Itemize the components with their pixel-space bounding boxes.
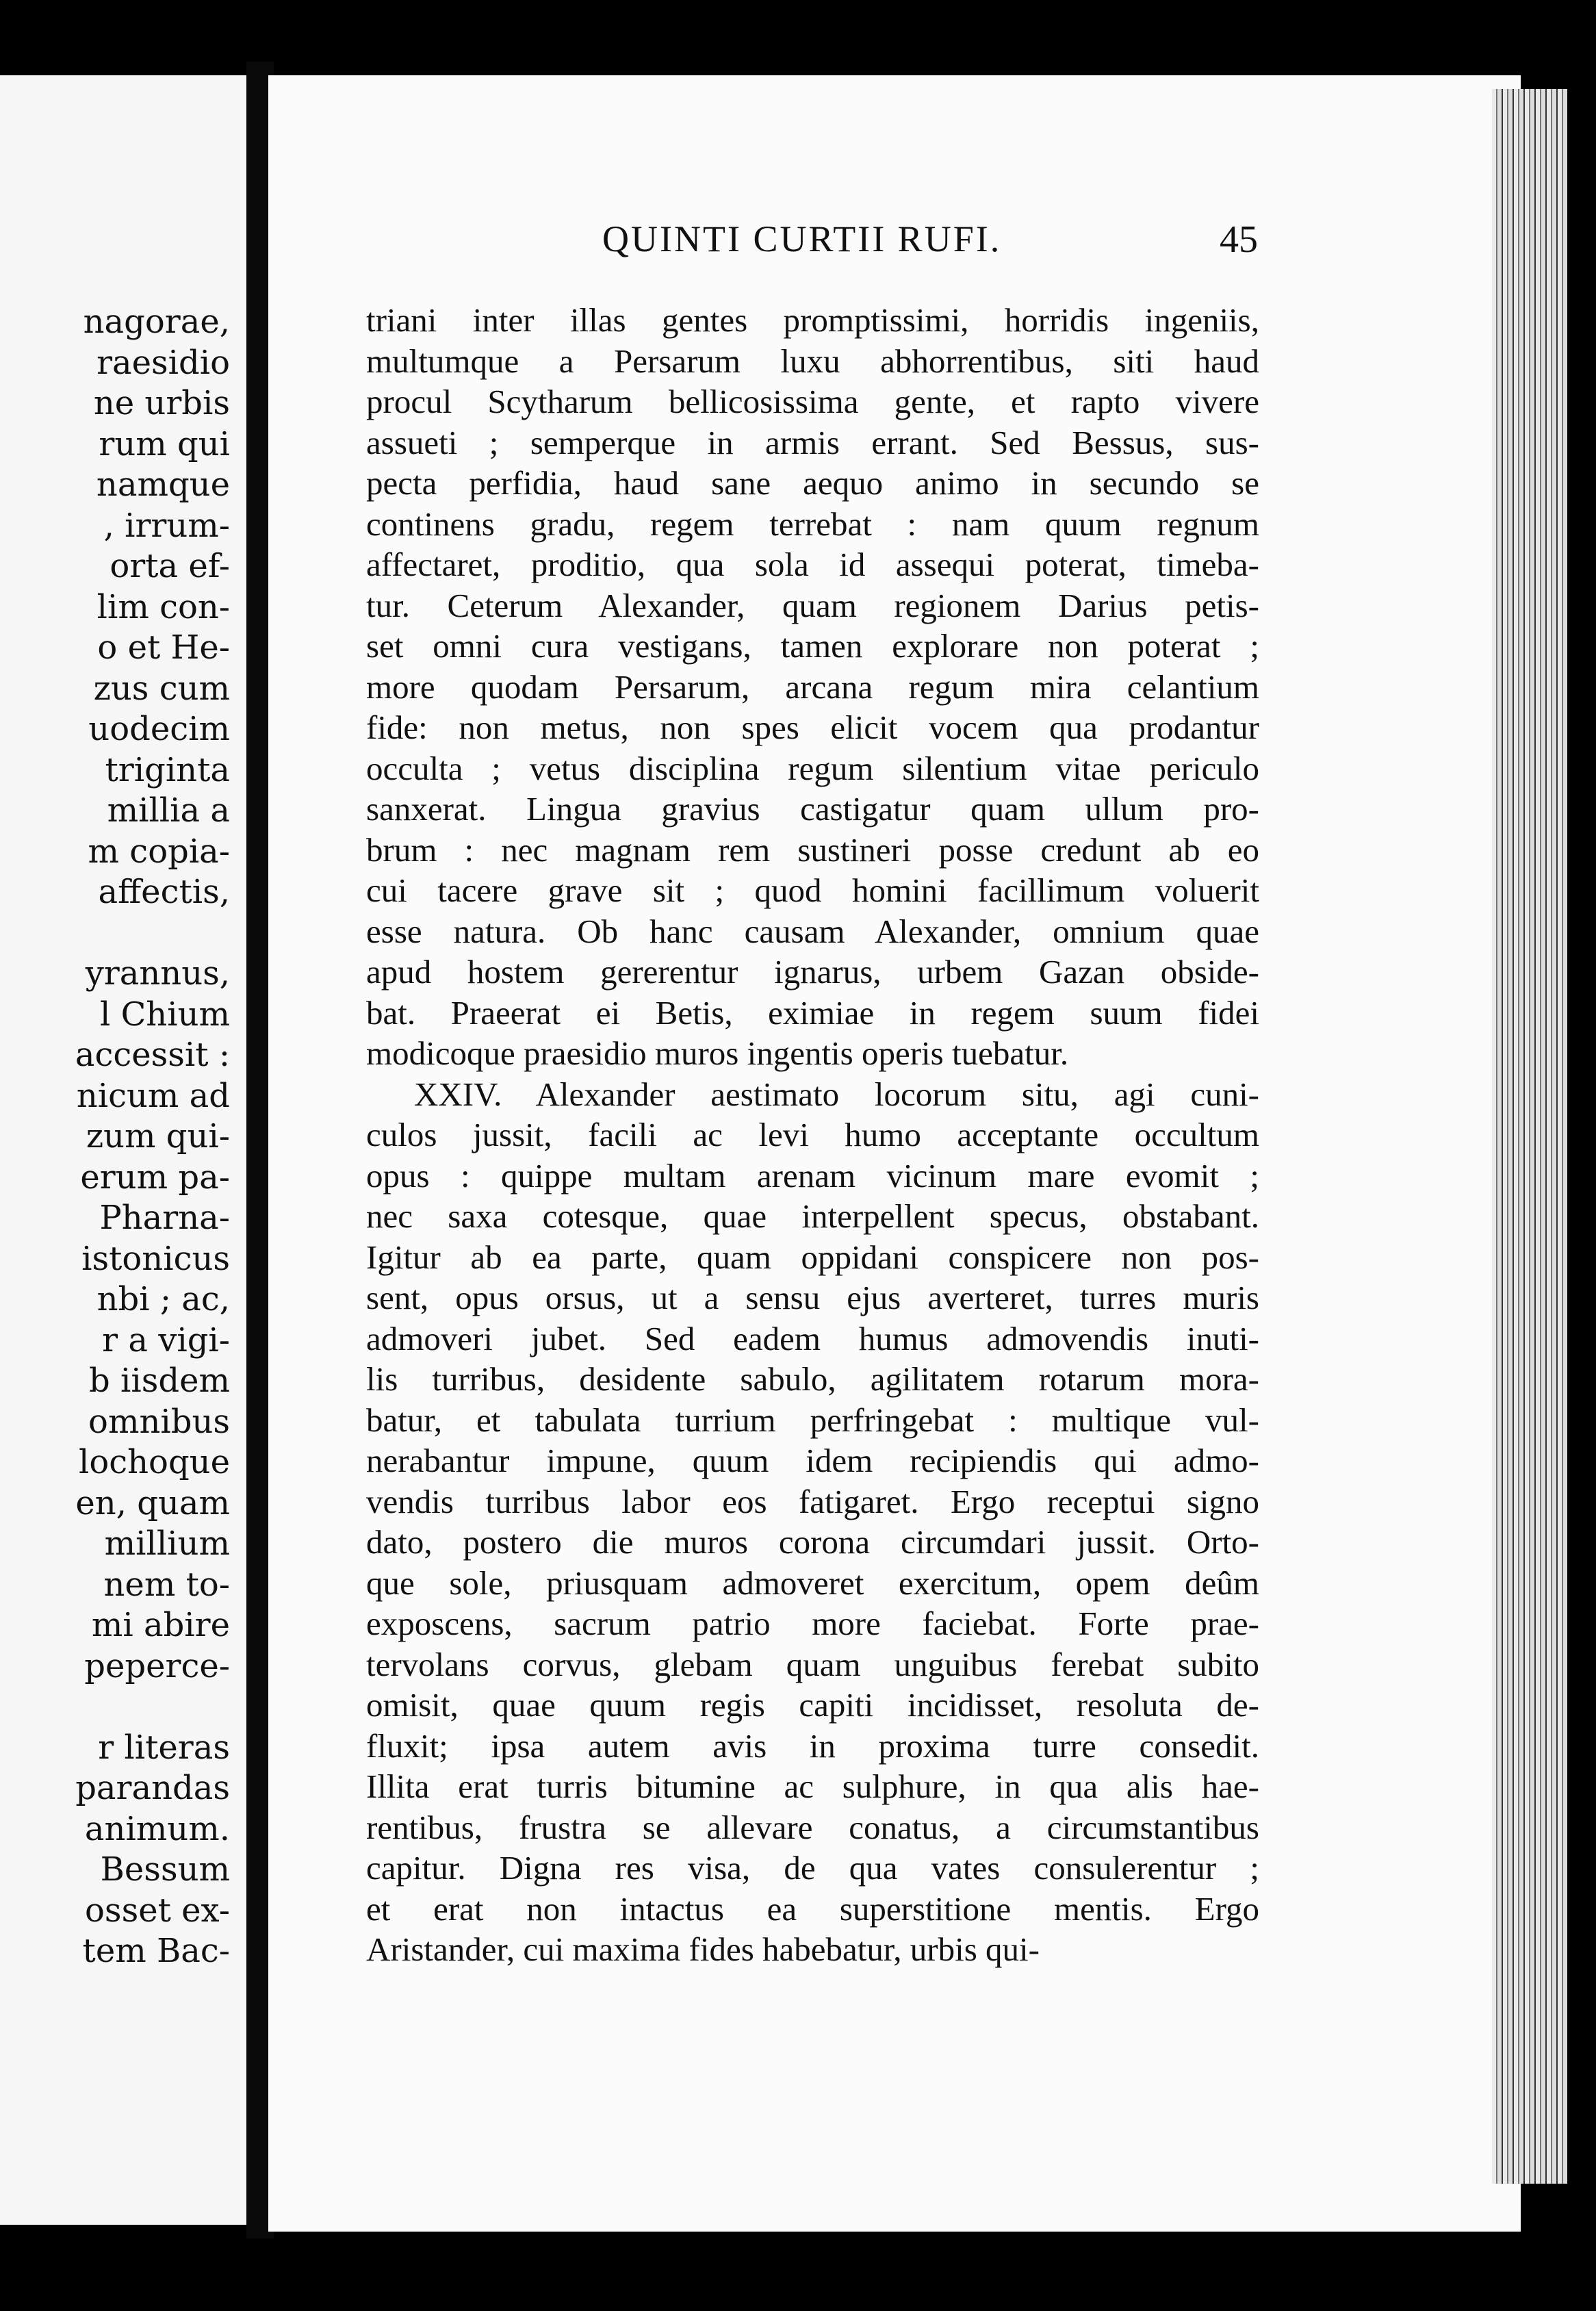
text-line: pecta perfidia, haud sane aequo animo in secundo se — [366, 464, 1259, 502]
page-number: 45 — [1220, 218, 1258, 261]
text-line: tervolans corvus, glebam quam unguibus ferebat subito — [366, 1645, 1259, 1683]
text-line: procul Scytharum bellicosissima gente, et rapto vivere — [366, 383, 1259, 420]
text-line: rentibus, frustra se allevare conatus, a circumstantibus — [366, 1808, 1259, 1846]
left-page-line: affectis, — [98, 873, 230, 911]
text-line: set omni cura vestigans, tamen explorare non poterat ; — [366, 627, 1259, 665]
left-page-line: omnibus — [88, 1402, 230, 1441]
left-page-line: zum qui- — [86, 1117, 230, 1156]
text-line: brum : nec magnam rem sustineri posse credunt ab eo — [366, 830, 1259, 869]
left-page-line: erum pa- — [80, 1158, 230, 1197]
left-page-line: lim con- — [96, 587, 230, 626]
left-page-line: millia a — [107, 791, 230, 830]
left-page-line: ne urbis — [93, 384, 230, 422]
text-line: dato, postero die muros corona circumdari jussit. Orto- — [366, 1523, 1259, 1561]
left-page-line: rum qui — [99, 424, 230, 463]
left-page-line: millium — [104, 1524, 230, 1563]
left-page-line: accessit : — [75, 1036, 230, 1074]
text-line: culos jussit, facili ac levi humo acceptante occultum — [366, 1116, 1259, 1153]
left-page-line: lochoque — [79, 1443, 230, 1481]
running-head: QUINTI CURTII RUFI. — [602, 218, 1002, 259]
text-line: Igitur ab ea parte, quam oppidani conspicere non pos- — [366, 1238, 1259, 1276]
left-page-line: Pharna- — [99, 1199, 230, 1237]
left-page-line: parandas — [75, 1769, 230, 1807]
left-page-line: tem Bac- — [82, 1932, 230, 1970]
text-line: nec saxa cotesque, quae interpellent specus, obstabant. — [366, 1197, 1259, 1235]
text-line: Aristander, cui maxima fides habebatur, urbis qui- — [366, 1930, 1040, 1968]
text-line: apud hostem gererentur ignarus, urbem Gazan obside- — [366, 953, 1259, 991]
text-line: capitur. Digna res visa, de qua vates consulerentur ; — [366, 1849, 1259, 1887]
text-line: sanxerat. Lingua gravius castigatur quam ullum pro- — [366, 790, 1259, 828]
left-page-line: mi abire — [91, 1606, 230, 1644]
text-line: multumque a Persarum luxu abhorrentibus, siti haud — [366, 342, 1259, 380]
text-line: affectaret, proditio, qua sola id assequi poterat, timeba- — [366, 546, 1259, 583]
text-line: batur, et tabulata turrium perfringebat : multique vul- — [366, 1401, 1259, 1439]
text-line: cui tacere grave sit ; quod homini facillimum voluerit — [366, 871, 1259, 909]
text-line: sent, opus orsus, ut a sensu ejus averteret, turres muris — [366, 1279, 1259, 1316]
text-line: nerabantur impune, quum idem recipiendis qui admo- — [366, 1442, 1259, 1479]
text-line: admoveri jubet. Sed eadem humus admovendis inuti- — [366, 1319, 1259, 1357]
left-page-line: yrannus, — [85, 954, 230, 993]
left-page-line: b iisdem — [89, 1362, 230, 1400]
left-page-line: r a vigi- — [102, 1320, 230, 1359]
text-line: opus : quippe multam arenam vicinum mare evomit ; — [366, 1156, 1259, 1195]
text-line: bat. Praeerat ei Betis, eximiae in regem suum fidei — [366, 993, 1259, 1032]
page-edges — [1492, 89, 1567, 2184]
text-line: triani inter illas gentes promptissimi, horridis ingeniis, — [366, 301, 1259, 339]
body-text — [366, 300, 1259, 1970]
left-page-line: raesidio — [96, 343, 230, 382]
text-line: modicoque praesidio muros ingentis operis tuebatur. — [366, 1034, 1069, 1072]
chapter-start-line: XXIV. Alexander aestimato locorum situ, agi cuni- — [414, 1075, 1259, 1113]
left-page-line: uodecim — [88, 710, 230, 748]
text-line: vendis turribus labor eos fatigaret. Ergo receptui signo — [366, 1482, 1259, 1520]
left-page-line: l Chium — [99, 995, 230, 1034]
text-line: fluxit; ipsa autem avis in proxima turre consedit. — [366, 1726, 1259, 1765]
left-page-line: en, quam — [75, 1483, 230, 1522]
text-line: occulta ; vetus disciplina regum silentium vitae periculo — [366, 749, 1259, 787]
left-page-line: , irrum- — [103, 506, 230, 545]
left-page-line: nem to- — [103, 1565, 230, 1604]
left-page-line: m copia- — [88, 832, 230, 871]
left-page-line: nbi ; ac, — [96, 1280, 230, 1318]
left-page-line: istonicus — [81, 1239, 230, 1278]
left-page-line: Bessum — [100, 1850, 230, 1889]
text-line: more quodam Persarum, arcana regum mira celantium — [366, 667, 1259, 706]
left-page-line: orta ef- — [110, 547, 230, 585]
left-page-line: nicum ad — [76, 1076, 230, 1115]
text-line: continens gradu, regem terrebat : nam quum regnum — [366, 505, 1259, 543]
text-line: que sole, priusquam admoveret exercitum, opem deûm — [366, 1563, 1259, 1602]
left-page-line: r literas — [98, 1728, 230, 1767]
left-page-line: nagorae, — [83, 303, 230, 341]
left-page-line: namque — [96, 465, 230, 504]
left-page-fragment — [0, 75, 246, 2225]
left-page-line: osset ex- — [85, 1891, 230, 1930]
left-page-line: animum. — [84, 1809, 230, 1848]
text-line: exposcens, sacrum patrio more faciebat. Forte prae- — [366, 1605, 1259, 1642]
left-page-line: zus cum — [93, 669, 230, 708]
text-line: et erat non intactus ea superstitione mentis. Ergo — [366, 1889, 1259, 1928]
text-line: assueti ; semperque in armis errant. Sed Bessus, sus- — [366, 423, 1259, 461]
left-page-line: o et He- — [97, 628, 230, 667]
text-line: omisit, quae quum regis capiti incidisset, resoluta de- — [366, 1686, 1259, 1724]
text-line: Illita erat turris bitumine ac sulphure, in qua alis hae- — [366, 1767, 1259, 1805]
left-page-line: triginta — [105, 750, 230, 789]
left-page-line: peperce- — [84, 1646, 230, 1685]
text-line: lis turribus, desidente sabulo, agilitatem rotarum mora- — [366, 1360, 1259, 1398]
text-line: fide: non metus, non spes elicit vocem qua prodantur — [366, 708, 1259, 746]
text-line: esse natura. Ob hanc causam Alexander, omnium quae — [366, 912, 1259, 950]
text-line: tur. Ceterum Alexander, quam regionem Darius petis- — [366, 586, 1259, 624]
